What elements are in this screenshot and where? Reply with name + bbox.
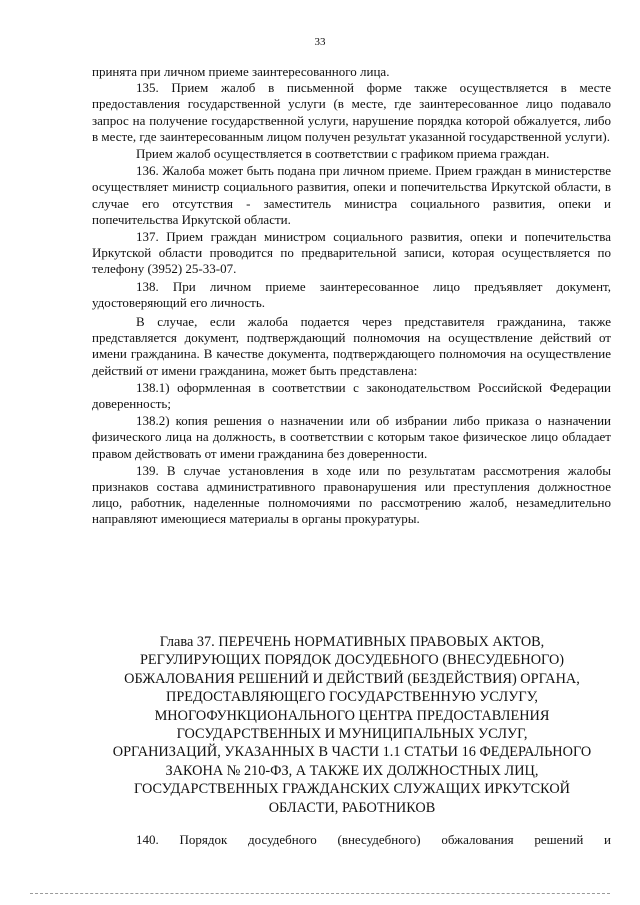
paragraph-138-1: 138.1) оформленная в соответствии с законодательством Российской Федерации доверенность; xyxy=(92,379,611,412)
paragraph-139: 139. В случае установления в ходе или по результатам рассмотрения жалобы признаков состава административного правонарушения или преступления должностное лицо, работник, наделенные полномочиями по рассмотрению жалоб, незамедлительно направляют имеющиеся материалы в органы прокуратуры. xyxy=(92,462,611,527)
body-text xyxy=(92,64,611,528)
paragraph-135: 135. Прием жалоб в письменной форме также осуществляется в месте предоставления государственной услуги (в месте, где заинтересованное лицо подавало запрос на получение государственной услуги, нарушение порядка которой обжалуется, либо в месте, где заинтересованным лицом получен результат указанной государственной услуги). xyxy=(92,80,611,144)
paragraph-138: 138. При личном приеме заинтересованное лицо предъявляет документ, удостоверяющий его личность. xyxy=(92,278,611,310)
paragraph-representative: В случае, если жалоба подается через представителя гражданина, также представляется документ, подтверждающий полномочия на осуществление действий от имени гражданина. В качестве документа, подтверждающего полномочия на осуществление действий от имени гражданина, может быть представлена: xyxy=(92,314,611,378)
chapter-heading-line: ОРГАНИЗАЦИЙ, УКАЗАННЫХ В ЧАСТИ 1.1 СТАТЬИ 16 ФЕДЕРАЛЬНОГО xyxy=(112,744,592,761)
paragraph-138-2: 138.2) копия решения о назначении или об избрании либо приказа о назначении физического лица на должность, в соответствии с которым такое физическое лицо обладает правом действовать от имени гражданина без доверенности. xyxy=(92,413,611,461)
chapter-heading xyxy=(85,633,619,817)
chapter-heading-line: ПРЕДОСТАВЛЯЮЩЕГО ГОСУДАРСТВЕННУЮ УСЛУГУ, xyxy=(166,689,538,706)
paragraph-136: 136. Жалоба может быть подана при личном приеме. Прием граждан в министерстве осуществляет министр социального развития, опеки и попечительства Иркутской области, в случае его отсутствия - заместитель министра социального развития, опеки и попечительства Иркутской области. xyxy=(92,163,611,227)
chapter-heading-line: ОБЖАЛОВАНИЯ РЕШЕНИЙ И ДЕЙСТВИЙ (БЕЗДЕЙСТВИЯ) ОРГАНА, xyxy=(124,670,580,687)
paragraph-140: 140. Порядок досудебного (внесудебного) обжалования решений и xyxy=(136,832,611,847)
chapter-heading-line: ОБЛАСТИ, РАБОТНИКОВ xyxy=(268,799,436,816)
paragraph-schedule: Прием жалоб осуществляется в соответствии с графиком приема граждан. xyxy=(136,146,550,162)
chapter-heading-line: Глава 37. ПЕРЕЧЕНЬ НОРМАТИВНЫХ ПРАВОВЫХ АКТОВ, xyxy=(159,634,545,650)
chapter-heading-line: ГОСУДАРСТВЕННЫХ И МУНИЦИПАЛЬНЫХ УСЛУГ, xyxy=(176,726,528,743)
chapter-heading-line: РЕГУЛИРУЮЩИХ ПОРЯДОК ДОСУДЕБНОГО (ВНЕСУДЕБНОГО) xyxy=(139,652,565,669)
chapter-heading-line: ЗАКОНА № 210-ФЗ, А ТАКЖЕ ИХ ДОЛЖНОСТНЫХ ЛИЦ, xyxy=(165,762,539,779)
paragraph-continuation: принята при личном приеме заинтересованного лица. xyxy=(92,64,390,79)
footer-divider xyxy=(30,893,610,894)
paragraph-137: 137. Прием граждан министром социального развития, опеки и попечительства Иркутской области проводится по предварительной записи, которая осуществляется по телефону (3952) 25-33-07. xyxy=(92,229,611,277)
chapter-heading-line: МНОГОФУНКЦИОНАЛЬНОГО ЦЕНТРА ПРЕДОСТАВЛЕНИЯ xyxy=(154,707,550,724)
page-number: 33 xyxy=(314,36,326,48)
chapter-heading-line: ГОСУДАРСТВЕННЫХ ГРАЖДАНСКИХ СЛУЖАЩИХ ИРКУТСКОЙ xyxy=(134,781,570,798)
